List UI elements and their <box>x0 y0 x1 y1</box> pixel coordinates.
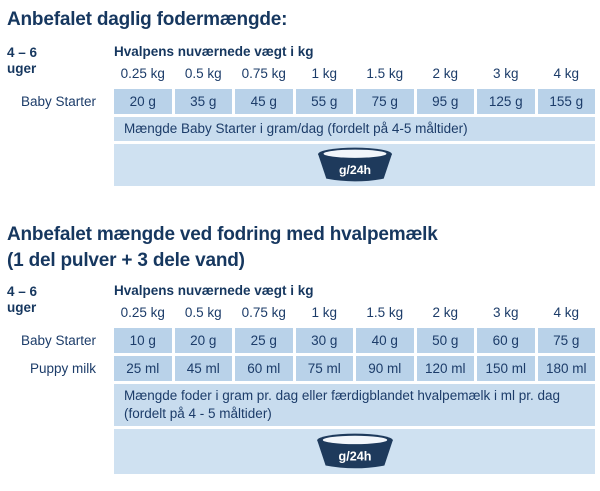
value-cell: 25 g <box>235 328 293 353</box>
value-cell: 45 g <box>235 89 293 114</box>
value-cell: 55 g <box>296 89 354 114</box>
dog-bowl-icon <box>314 145 396 185</box>
note-row-2 <box>7 384 595 426</box>
dog-bowl-icon <box>313 431 397 472</box>
weight-cell: 2 kg <box>432 305 459 320</box>
data-row-puppy-milk <box>7 356 595 381</box>
value-cell: 75 g <box>356 89 414 114</box>
weight-header-title-2: Hvalpens nuværnede vægt i kg <box>114 283 314 298</box>
bowl-label: g/24h <box>338 162 371 177</box>
note-row-1 <box>7 117 595 141</box>
note-spacer-2 <box>7 384 111 426</box>
value-cell: 35 g <box>175 89 233 114</box>
value-cell: 30 g <box>296 328 354 353</box>
section-daily-amount <box>7 7 595 186</box>
section-milk-feeding <box>7 222 595 474</box>
section-2-title-line1: Anbefalet mængde ved fodring med hvalpemælk <box>7 224 438 245</box>
data-row-baby-starter-2 <box>7 328 595 353</box>
data-row-baby-starter-1 <box>7 89 595 114</box>
table-1-header <box>7 44 595 86</box>
bowl-band-row-1 <box>7 144 595 186</box>
value-cell: 125 g <box>477 89 535 114</box>
value-cell: 60 ml <box>235 356 293 381</box>
note-text-2: Mængde foder i gram pr. dag eller færdigblandet hvalpemælk i ml pr. dag (fordelt på 4 - 5 måltider) <box>114 384 595 426</box>
weight-cell: 1.5 kg <box>366 66 404 81</box>
value-cell: 25 ml <box>114 356 172 381</box>
value-cell: 45 ml <box>175 356 233 381</box>
weight-cell: 1 kg <box>311 305 338 320</box>
weight-cell: 3 kg <box>492 66 519 81</box>
band-spacer <box>7 144 111 186</box>
age-range-2-line2: uger <box>7 300 37 315</box>
weight-cell: 0.5 kg <box>184 66 222 81</box>
bowl-band-row-2 <box>7 429 595 474</box>
row-label-baby-starter-2: Baby Starter <box>20 333 96 348</box>
bowl-band-2 <box>114 429 595 474</box>
weight-header-title: Hvalpens nuværnede vægt i kg <box>114 44 314 59</box>
value-cell: 40 g <box>356 328 414 353</box>
bowl-band-1 <box>114 144 595 186</box>
weight-header-block-2 <box>114 283 595 325</box>
value-cell: 75 g <box>538 328 596 353</box>
age-range-label <box>7 44 111 86</box>
value-cell: 90 ml <box>356 356 414 381</box>
value-cell: 120 ml <box>417 356 475 381</box>
age-range-line2: uger <box>7 61 37 76</box>
band-spacer-2 <box>7 429 111 474</box>
weight-cell: 1 kg <box>311 66 338 81</box>
note-text-1: Mængde Baby Starter i gram/dag (fordelt på 4-5 måltider) <box>114 117 595 141</box>
value-cell: 20 g <box>114 89 172 114</box>
weight-cell: 3 kg <box>492 305 519 320</box>
weight-cell: 2 kg <box>432 66 459 81</box>
value-cell: 10 g <box>114 328 172 353</box>
value-cell: 150 ml <box>477 356 535 381</box>
value-cell: 20 g <box>175 328 233 353</box>
note-spacer <box>7 117 111 141</box>
table-2-header <box>7 283 595 325</box>
row-label-puppy-milk: Puppy milk <box>29 361 96 376</box>
row-label-baby-starter: Baby Starter <box>20 94 96 109</box>
value-cell: 75 ml <box>296 356 354 381</box>
age-range-label-2 <box>7 283 111 325</box>
weight-cell: 1.5 kg <box>366 305 404 320</box>
value-cell: 60 g <box>477 328 535 353</box>
weights-row-1 <box>114 64 595 86</box>
age-range-2-line1: 4 – 6 <box>7 284 38 299</box>
section-1-title: Anbefalet daglig fodermængde: <box>7 9 288 30</box>
age-range-line1: 4 – 6 <box>7 45 38 60</box>
weight-cell: 4 kg <box>553 66 580 81</box>
section-2-title-line2: (1 del pulver + 3 dele vand) <box>7 250 245 271</box>
value-cell: 180 ml <box>538 356 596 381</box>
weight-cell: 0.75 kg <box>241 66 286 81</box>
value-cell: 50 g <box>417 328 475 353</box>
value-cell: 95 g <box>417 89 475 114</box>
bowl-label: g/24h <box>338 449 371 464</box>
weight-cell: 0.5 kg <box>184 305 222 320</box>
value-cell: 155 g <box>538 89 596 114</box>
weight-cell: 0.25 kg <box>120 305 165 320</box>
weight-header-block <box>114 44 595 86</box>
weight-cell: 0.75 kg <box>241 305 286 320</box>
weights-row-2 <box>114 303 595 325</box>
weight-cell: 0.25 kg <box>120 66 165 81</box>
weight-cell: 4 kg <box>553 305 580 320</box>
